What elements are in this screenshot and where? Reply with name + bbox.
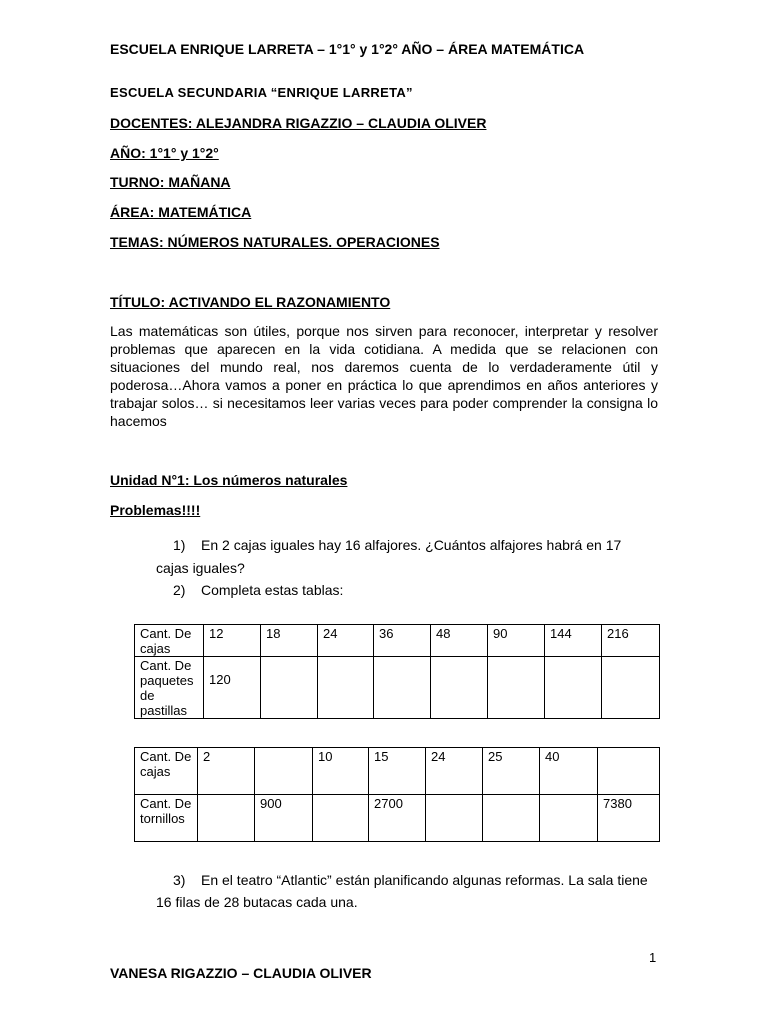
table-cell: Cant. De cajas: [135, 625, 204, 657]
problem-1-number: 1): [173, 537, 186, 553]
table-cell: [483, 795, 540, 842]
problem-1-line1: En 2 cajas iguales hay 16 alfajores. ¿Cuántos alfajores habrá en 17: [201, 537, 622, 553]
table-cell: Cant. De cajas: [135, 748, 198, 795]
boxes-screws-table: [134, 747, 660, 842]
table-cell: 2700: [369, 795, 426, 842]
table-cell: [261, 657, 318, 719]
table-cell: 120: [204, 657, 261, 719]
table-cell: [318, 657, 374, 719]
table-cell: [255, 748, 313, 795]
table-cell: [374, 657, 431, 719]
problem-2-number: 2): [173, 582, 186, 598]
table-row: [135, 795, 660, 842]
table-row: [135, 748, 660, 795]
table-cell: [426, 795, 483, 842]
document-title: TÍTULO: ACTIVANDO EL RAZONAMIENTO: [110, 294, 391, 310]
problem-1-line2: cajas iguales?: [156, 560, 245, 576]
table-cell: 25: [483, 748, 540, 795]
table-cell: [540, 795, 598, 842]
page-number: 1: [649, 950, 657, 965]
table-cell: 7380: [598, 795, 660, 842]
table-cell: [313, 795, 369, 842]
area-line: ÁREA: MATEMÁTICA: [110, 204, 252, 220]
table-cell: 36: [374, 625, 431, 657]
table-cell: [198, 795, 255, 842]
table-cell: 48: [431, 625, 488, 657]
table-cell: 216: [602, 625, 660, 657]
table-cell: 24: [318, 625, 374, 657]
problems-title: Problemas!!!!: [110, 502, 201, 518]
year-line: AÑO: 1°1° y 1°2°: [110, 145, 219, 161]
unit-title: Unidad N°1: Los números naturales: [110, 472, 348, 488]
table-cell: 15: [369, 748, 426, 795]
table-cell: 144: [545, 625, 602, 657]
table-row: [135, 625, 660, 657]
shift-line: TURNO: MAÑANA: [110, 174, 231, 190]
problem-3-line1: En el teatro “Atlantic” están planificando algunas reformas. La sala tiene: [201, 872, 648, 888]
table-cell: 900: [255, 795, 313, 842]
table-cell: [488, 657, 545, 719]
table-row: [135, 657, 660, 719]
table-cell: 18: [261, 625, 318, 657]
topics-line: TEMAS: NÚMEROS NATURALES. OPERACIONES: [110, 234, 440, 250]
problem-2-text: Completa estas tablas:: [201, 582, 344, 598]
table-cell: [598, 748, 660, 795]
table-cell: Cant. De paquetes de pastillas: [135, 657, 204, 719]
table-cell: 2: [198, 748, 255, 795]
school-name: ESCUELA SECUNDARIA “ENRIQUE LARRETA”: [110, 85, 413, 100]
table-cell: [545, 657, 602, 719]
page-header: ESCUELA ENRIQUE LARRETA – 1°1° y 1°2° AÑO – ÁREA MATEMÁTICA: [110, 41, 585, 57]
page-footer: VANESA RIGAZZIO – CLAUDIA OLIVER: [110, 965, 372, 981]
table-cell: 10: [313, 748, 369, 795]
table-cell: [602, 657, 660, 719]
table-cell: 12: [204, 625, 261, 657]
problem-3-line2: 16 filas de 28 butacas cada una.: [156, 894, 358, 910]
boxes-packets-table: [134, 624, 660, 719]
table-cell: 40: [540, 748, 598, 795]
table-cell: 24: [426, 748, 483, 795]
problem-3-number: 3): [173, 872, 186, 888]
intro-paragraph: Las matemáticas son útiles, porque nos sirven para reconocer, interpretar y resolver problemas que aparecen en la vida cotidiana. A medida que se relacionen con situaciones del mundo real, nos daremos cuenta de lo verdaderamente útil y poderosa…Ahora vamos a poner en práctica lo que aprendimos en años anteriores y trabajar solos… si necesitamos leer varias veces para poder comprender la consigna lo hacemos: [110, 323, 658, 429]
teachers-line: DOCENTES: ALEJANDRA RIGAZZIO – CLAUDIA OLIVER: [110, 115, 487, 131]
table-cell: 90: [488, 625, 545, 657]
table-cell: Cant. De tornillos: [135, 795, 198, 842]
table-cell: [431, 657, 488, 719]
